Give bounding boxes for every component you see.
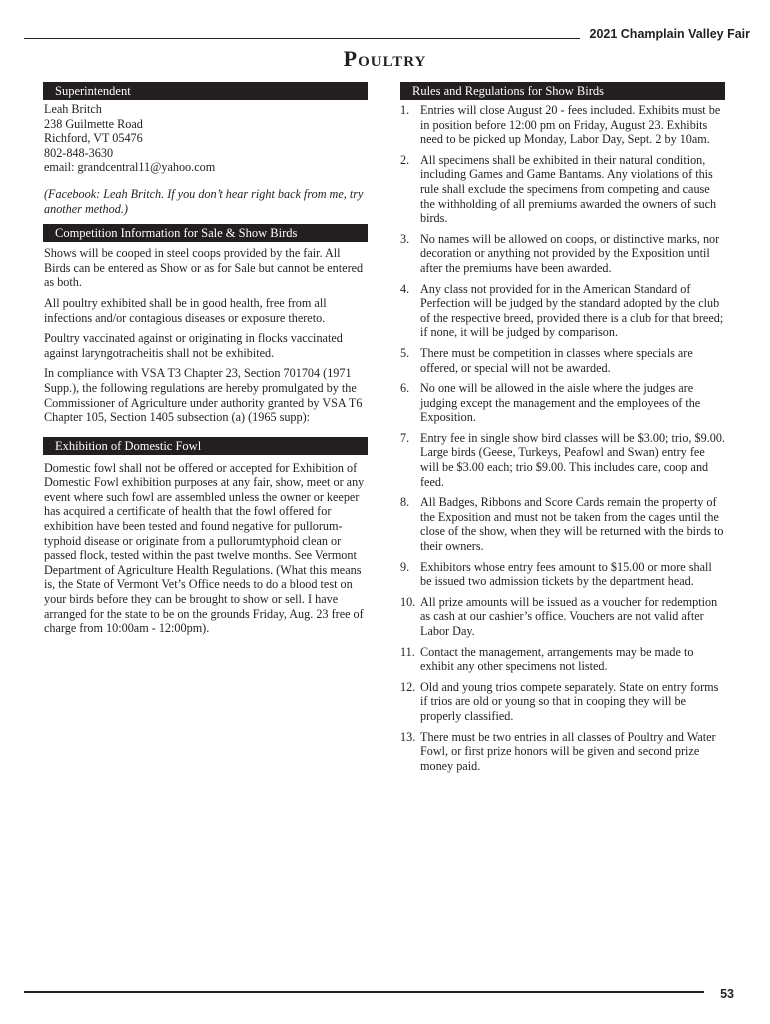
domestic-fowl-heading: Exhibition of Domestic Fowl [43,437,368,455]
rule-item [400,103,725,147]
superintendent-street: 238 Guilmette Road [44,116,143,131]
rule-text: There must be two entries in all classes of Poultry and Water Fowl, or first prize honors will be given and second prize money paid. [420,729,716,773]
rule-number: 4. [400,281,410,296]
superintendent-heading: Superintendent [43,82,368,100]
rule-item [400,495,725,553]
competition-heading: Competition Information for Sale & Show Birds [43,224,368,242]
superintendent-name: Leah Britch [44,102,102,116]
rules-heading: Rules and Regulations for Show Birds [400,82,725,100]
rule-number: 2. [400,152,410,167]
rule-text: No names will be allowed on coops, or distinctive marks, nor decoration or anything not provided by the Exposition until after the premiums have been awarded. [420,231,720,275]
rule-text: All Badges, Ribbons and Score Cards remain the property of the Exposition and must not be taken from the cages until the close of the show, when they will be returned with the birds to their owners. [420,495,724,554]
publication-title: 2021 Champlain Valley Fair [589,27,750,41]
rule-text: Any class not provided for in the American Standard of Perfection will be judged by the standard adopted by the club of the respective breed, provided there is a club for that breed; if none, it will be judged by comparison. [420,281,724,340]
rules-list [400,103,725,773]
rule-item [400,431,725,489]
rule-number: 3. [400,231,410,246]
rule-number: 7. [400,430,410,445]
rule-text: Entry fee in single show bird classes will be $3.00; trio, $9.00. Large birds (Geese, Turkeys, Peafowl and Swan) entry fee will be $3.00 each; trio $9.00. This includes care, coop and feed. [420,430,725,489]
page-title: Poultry [343,46,427,71]
superintendent-city: Richford, VT 05476 [44,131,143,146]
rule-number: 5. [400,345,410,360]
rule-number: 8. [400,495,410,510]
rule-text: All prize amounts will be issued as a voucher for redemption as cash at our cashier’s office. Vouchers are not valid after Labor Day. [420,594,718,638]
rule-item [400,680,725,724]
rule-item [400,346,725,375]
rule-item [400,153,725,226]
rule-number: 11. [400,644,415,659]
rule-item [400,645,725,674]
rule-number: 10. [400,594,416,609]
rule-text: Old and young trios compete separately. State on entry forms if trios are old or young so that in cooping they will be properly classified. [420,679,719,723]
rule-number: 1. [400,103,410,117]
domestic-fowl-body: Domestic fowl shall not be offered or accepted for Exhibition of Domestic Fowl exhibition purposes at any fair, show, meet or any event where such fowl are assembled unless the owner or keeper has acquired a certificate of health that the fowl offered for exhibition have been tested and found negative for pullorum-typhoid disease or originate from a pullorumtyphoid clean or passed flock, tested within the past twelve months. See Vermont Department of Agriculture Health Regulations. (What this means is, the State of Vermont Vet’s Office needs to do a blood test on your birds before they can be brought to show or sell. I have arranged for the state to be on the grounds Friday, Aug. 23 free of charge from 10:00am - 12:00pm). [44,460,365,636]
rule-item [400,282,725,340]
page-number: 53 [720,987,734,1001]
superintendent-contact [44,102,368,175]
rule-text: Entries will close August 20 - fees included. Exhibits must be in position before 12:00 pm on Friday, August 23. Exhibits need to be picked up Monday, Labor Day, Sept. 2 by 10am. [420,103,721,147]
rule-number: 9. [400,559,410,574]
left-column [44,82,368,636]
rule-number: 12. [400,679,416,694]
rule-text: All specimens shall be exhibited in their natural condition, including Games and Game Bantams. Any violations of this rule shall exclude the specimens from competing and cause the withholding of all premiums awarded the owners of such birds. [420,152,717,226]
rule-text: There must be competition in classes where specials are offered, or special will not be awarded. [420,345,693,375]
superintendent-phone: 802-848-3630 [44,145,114,160]
rule-text: No one will be allowed in the aisle where the judges are judging except the management and the employees of the Exposition. [420,381,701,425]
footer-rule [24,991,704,993]
competition-paragraph: In compliance with VSA T3 Chapter 23, Section 701704 (1971 Supp.), the following regulations are hereby promulgated by the Commissioner of Agriculture under authority granted by VSA T6 Chapter 105, Section 1405 subsection (a) (1965 supp): [44,366,363,425]
rule-number: 13. [400,729,416,744]
competition-paragraph: All poultry exhibited shall be in good health, free from all infections and/or contagious diseases or exposure thereto. [44,295,327,325]
superintendent-note: (Facebook: Leah Britch. If you don’t hear right back from me, try another method.) [44,186,364,216]
right-column [400,82,725,779]
rule-text: Contact the management, arrangements may be made to exhibit any other specimens not listed. [420,644,694,674]
rule-text: Exhibitors whose entry fees amount to $15.00 or more shall be issued two admission tickets by the department head. [420,559,712,589]
rule-item [400,560,725,589]
header-rule [24,38,580,39]
competition-paragraph: Poultry vaccinated against or originating in flocks vaccinated against laryngotracheitis shall not be exhibited. [44,331,343,360]
rule-item [400,595,725,639]
superintendent-email: email: grandcentral11@yahoo.com [44,160,216,175]
rule-item [400,381,725,425]
competition-paragraph: Shows will be cooped in steel coops provided by the fair. All Birds can be entered as Show or as for Sale but cannot be entered as both. [44,246,364,290]
rule-number: 6. [400,381,410,396]
rule-item [400,232,725,276]
rule-item [400,730,725,774]
